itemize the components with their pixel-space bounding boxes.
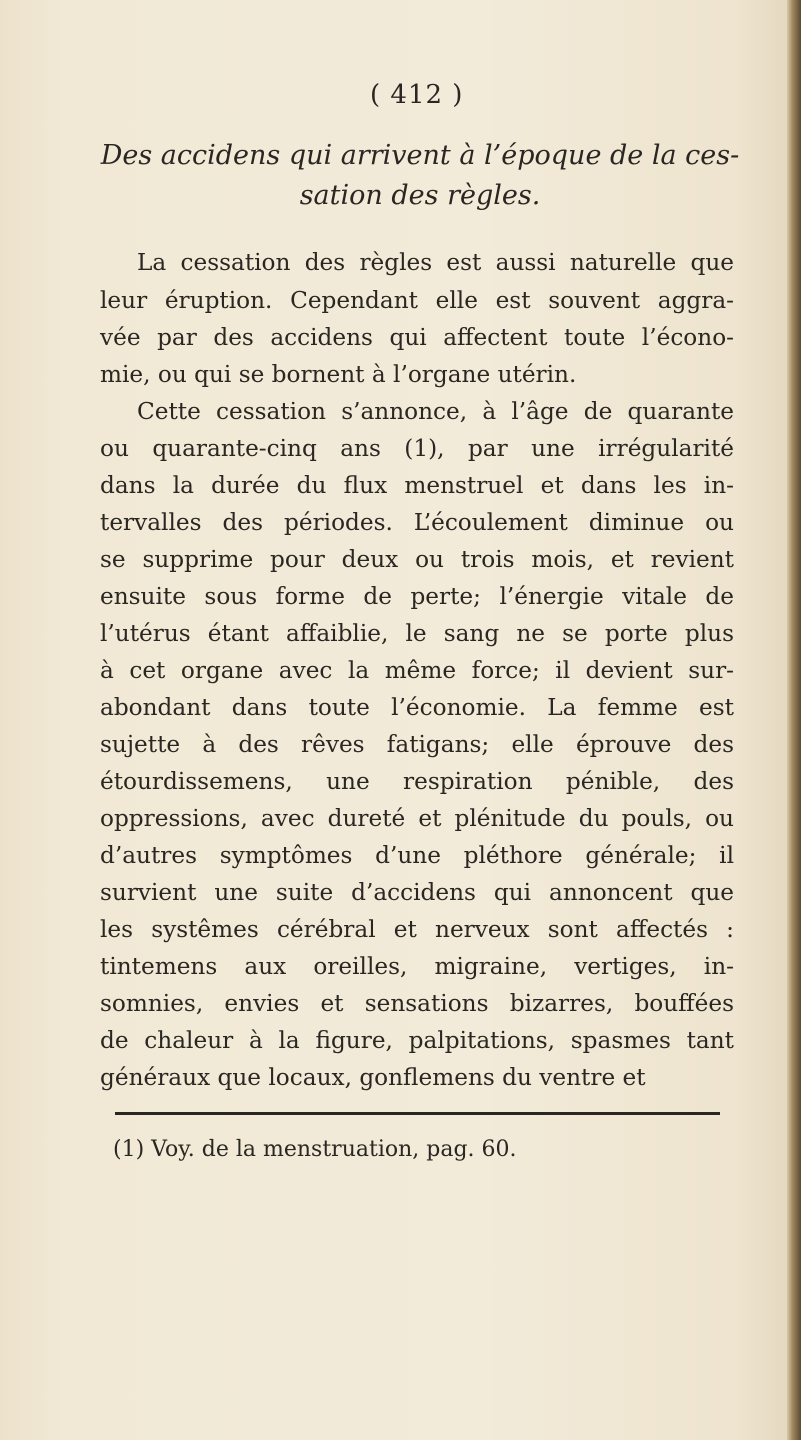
body-line-15: étourdissemens, une respiration pénible, des [100,768,734,795]
body-line-11: l’utérus étant affaiblie, le sang ne se porte plus [100,620,734,647]
body-line-6: ou quarante-cinq ans (1), par une irrégularité [100,435,734,462]
body-line-4: mie, ou qui se bornent à l’organe utérin. [100,361,577,388]
section-heading-line-2: sation des règles. [299,180,541,211]
page-edge-shadow [787,0,801,1440]
body-line-14: sujette à des rêves fatigans; elle éprouve des [100,731,734,758]
body-line-9: se supprime pour deux ou trois mois, et revient [100,546,734,573]
body-line-22: de chaleur à la figure, palpitations, spasmes tant [100,1027,734,1054]
body-line-17: d’autres symptômes d’une pléthore générale; il [100,842,734,869]
body-line-12: à cet organe avec la même force; il devient sur- [100,657,734,684]
footnote: (1) Voy. de la menstruation, pag. 60. [113,1137,517,1162]
body-line-21: somnies, envies et sensations bizarres, bouffées [100,990,734,1017]
body-line-3: vée par des accidens qui affectent toute l’écono- [100,324,734,351]
body-line-8: tervalles des périodes. L’écoulement diminue ou [100,509,734,536]
body-line-19: les systêmes cérébral et nerveux sont affectés : [100,916,734,943]
footnote-rule [115,1112,720,1115]
body-line-20: tintemens aux oreilles, migraine, vertiges, in- [100,953,734,980]
section-heading-line-1: Des accidens qui arrivent à l’époque de la ces- [100,140,740,171]
body-line-2: leur éruption. Cependant elle est souvent aggra- [100,287,734,314]
body-line-23: généraux que locaux, gonflemens du ventre et [100,1064,646,1091]
body-line-1: La cessation des règles est aussi naturelle que [137,249,734,276]
body-line-18: survient une suite d’accidens qui annoncent que [100,879,734,906]
body-line-7: dans la durée du flux menstruel et dans les in- [100,472,734,499]
body-line-16: oppressions, avec dureté et plénitude du pouls, ou [100,805,734,832]
body-line-13: abondant dans toute l’économie. La femme est [100,694,734,721]
body-line-5: Cette cessation s’annonce, à l’âge de quarante [137,398,734,425]
body-line-10: ensuite sous forme de perte; l’énergie vitale de [100,583,734,610]
page-number: ( 412 ) [370,80,464,110]
